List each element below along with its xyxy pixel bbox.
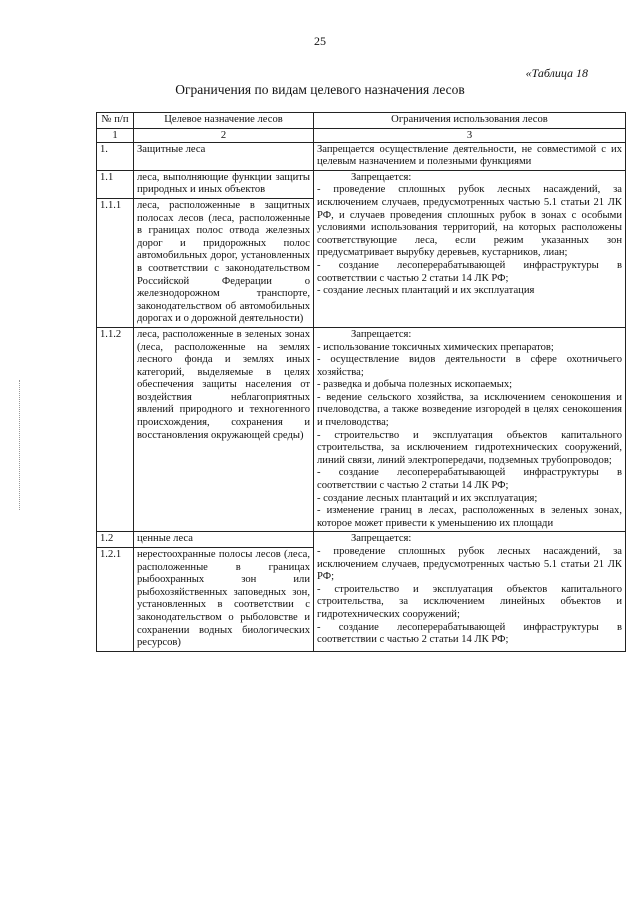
header-row xyxy=(97,113,626,129)
table-row xyxy=(97,532,626,548)
restriction-item: - создание лесоперерабатывающей инфраструктуры в соответствии с частью 2 статьи 14 ЛК РФ; xyxy=(317,621,622,646)
column-number: 1 xyxy=(97,128,134,142)
row-purpose: Защитные леса xyxy=(134,142,314,170)
header-number: № п/п xyxy=(97,113,134,129)
row-number: 1.1.1 xyxy=(97,198,134,327)
restriction-item: - проведение сплошных рубок лесных насаждений, за исключением случаев, предусмотренных частью 5.1 статьи 21 ЛК РФ, и случаев проведения сплошных рубок в зонах с особыми условиями использования территорий, на которых расположены соответствующие леса, если режим указанных зон предусматривает вырубку деревьев, кустарников, лиан; xyxy=(317,184,622,259)
restriction-heading: Запрещается: xyxy=(351,328,412,340)
restriction-heading: Запрещается: xyxy=(351,533,412,545)
page-number: 25 xyxy=(314,34,326,48)
column-number-row xyxy=(97,128,626,142)
row-number: 1.1.2 xyxy=(97,327,134,532)
restriction-item: - осуществление видов деятельности в сфере охотничьего хозяйства; xyxy=(317,354,622,378)
table-row xyxy=(97,327,626,532)
row-restrictions xyxy=(314,170,626,327)
row-number: 1.2 xyxy=(97,532,134,548)
restriction-item: - создание лесных плантаций и их эксплуатация xyxy=(317,285,535,297)
row-purpose: нерестоохранные полосы лесов (леса, расположенные в границах рыбоохранных зон или рыбохозяйственных заповедных зон, установленных в соответствии с законодательством о рыболовстве и сохранении водных биологических ресурсов) xyxy=(134,548,314,652)
restriction-item: - проведение сплошных рубок лесных насаждений, за исключением случаев, предусмотренных частью 5.1 статьи 21 ЛК РФ; xyxy=(317,546,622,583)
header-restrictions: Ограничения использования лесов xyxy=(314,113,626,129)
row-purpose: ценные леса xyxy=(134,532,314,548)
row-purpose: леса, расположенные в зеленых зонах (леса, расположенные на землях лесного фонда и землях иных категорий, выделяемые в целях обеспечения защиты населения от воздействия неблагоприятных явлений природного и техногенного происхождения, сохранения и восстановления окружающей среды) xyxy=(134,327,314,532)
restriction-item: - строительство и эксплуатация объектов капитального строительства, за исключением линейных объектов и гидротехнических сооружений; xyxy=(317,583,622,620)
row-number: 1.2.1 xyxy=(97,548,134,652)
table-row xyxy=(97,170,626,198)
table-row xyxy=(97,142,626,170)
row-number: 1.1 xyxy=(97,170,134,198)
row-restrictions xyxy=(314,532,626,651)
table-reference: «Таблица 18 xyxy=(525,66,588,80)
column-number: 3 xyxy=(314,128,626,142)
row-purpose: леса, выполняющие функции защиты природных и иных объектов xyxy=(134,170,314,198)
header-purpose: Целевое назначение лесов xyxy=(134,113,314,129)
restriction-item: - изменение границ в лесах, расположенных в зеленых зонах, которое может привести к уменьшению их площади xyxy=(317,505,622,529)
row-restrictions: Запрещается осуществление деятельности, не совместимой с их целевым назначением и полезными функциями xyxy=(314,142,626,170)
row-restrictions xyxy=(314,327,626,532)
row-purpose: леса, расположенные в защитных полосах лесов (леса, расположенные в границах полос отвода железных дорог и придорожных полос автомобильных дорог, установленных в соответствии с законодательством Российской Федерации о железнодорожном транспорте, законодательством об автомобильных дорогах и о дорожной деятельности) xyxy=(134,198,314,327)
restriction-item: - использование токсичных химических препаратов; xyxy=(317,341,554,353)
column-number: 2 xyxy=(134,128,314,142)
restriction-item: - создание лесоперерабатывающей инфраструктуры в соответствии с частью 2 статьи 14 ЛК РФ; xyxy=(317,467,622,492)
restriction-heading: Запрещается: xyxy=(351,171,412,183)
page-title: Ограничения по видам целевого назначения лесов xyxy=(175,82,465,97)
restriction-item: - создание лесных плантаций и их эксплуатация; xyxy=(317,492,538,504)
restriction-item: - создание лесоперерабатывающей инфраструктуры в соответствии с частью 2 статьи 14 ЛК РФ; xyxy=(317,259,622,284)
restriction-item: - ведение сельского хозяйства, за исключением сенокошения и пчеловодства, а также возведение изгородей в целях сенокошения и пчеловодства; xyxy=(317,391,622,429)
row-number: 1. xyxy=(97,142,134,170)
restrictions-table xyxy=(96,112,626,652)
restriction-item: - строительство и эксплуатация объектов капитального строительства, за исключением гидротехнических сооружений, линий связи, линий электропередачи, подземных трубопроводов; xyxy=(317,429,622,466)
restriction-item: - разведка и добыча полезных ископаемых; xyxy=(317,379,513,391)
scan-margin-mark xyxy=(19,380,21,510)
